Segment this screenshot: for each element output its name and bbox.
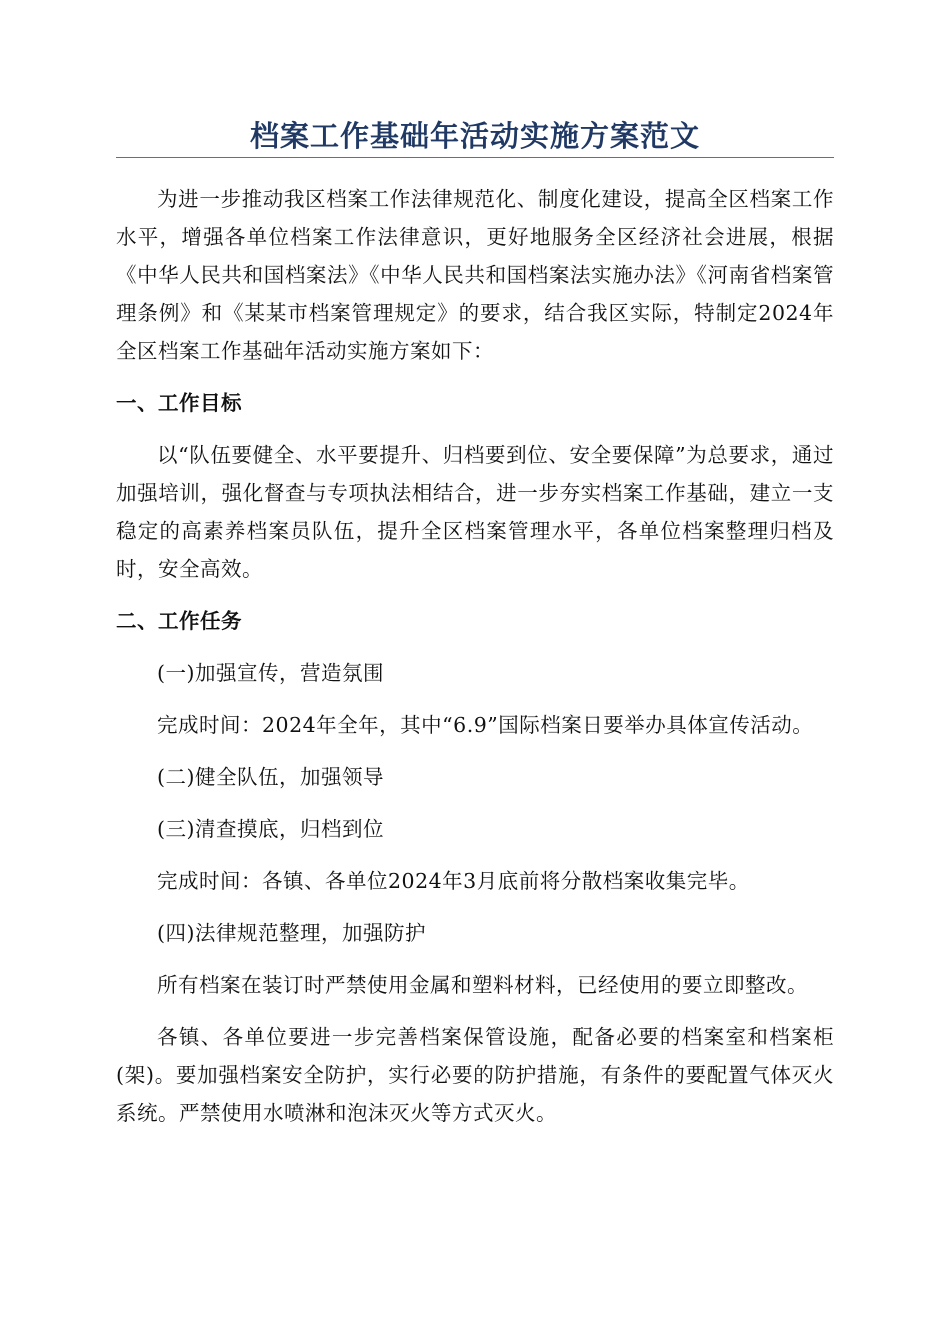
section-heading-goals: 一、工作目标 [116, 391, 242, 415]
task-1-completion-time: 完成时间：2024年全年，其中“6.9”国际档案日要举办具体宣传活动。 [157, 713, 814, 737]
document-title: 档案工作基础年活动实施方案范文 [249, 119, 700, 153]
task-4-paragraph-1: 所有档案在装订时严禁使用金属和塑料材料，已经使用的要立即整改。 [157, 973, 808, 997]
goals-paragraph: 以“队伍要健全、水平要提升、归档要到位、安全要保障”为总要求，通过加强培训，强化督查与专项执法相结合，进一步夯实档案工作基础，建立一支稳定的高素养档案员队伍，提升全区档案管理水平，各单位档案整理归档及时，安全高效。 [116, 443, 834, 581]
intro-paragraph: 为进一步推动我区档案工作法律规范化、制度化建设，提高全区档案工作水平，增强各单位档案工作法律意识，更好地服务全区经济社会进展，根据《中华人民共和国档案法》《中华人民共和国档案法实施办法》《河南省档案管理条例》和《某某市档案管理规定》的要求，结合我区实际，特制定2024年全区档案工作基础年活动实施方案如下： [116, 187, 834, 363]
task-2-title: (二)健全队伍，加强领导 [157, 765, 384, 789]
section-heading-tasks: 二、工作任务 [116, 609, 242, 633]
task-4-paragraph-2: 各镇、各单位要进一步完善档案保管设施，配备必要的档案室和档案柜(架)。要加强档案安全防护，实行必要的防护措施，有条件的要配置气体灭火系统。严禁使用水喷淋和泡沫灭火等方式灭火。 [116, 1025, 834, 1125]
title-underline [116, 157, 834, 158]
task-1-title: (一)加强宣传，营造氛围 [157, 661, 384, 685]
task-4-title: (四)法律规范整理，加强防护 [157, 921, 426, 945]
task-3-completion-time: 完成时间：各镇、各单位2024年3月底前将分散档案收集完毕。 [157, 869, 750, 893]
task-3-title: (三)清查摸底，归档到位 [157, 817, 384, 841]
